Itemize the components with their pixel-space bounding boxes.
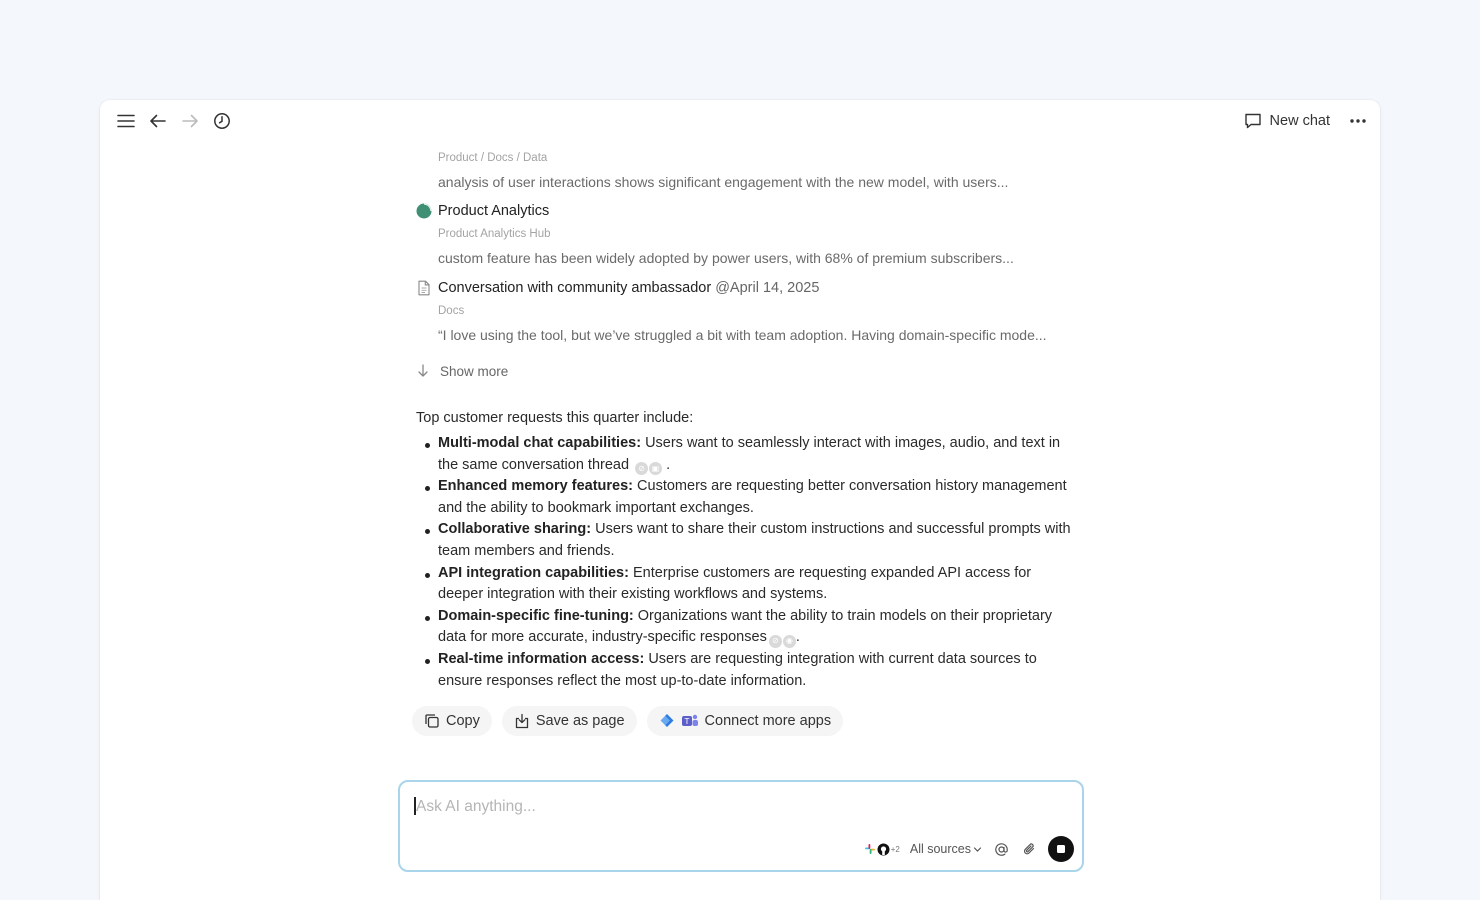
item-text: Users want to seamlessly interact with images, audio, and text in the same conversation thread bbox=[438, 435, 1061, 473]
save-as-page-button[interactable] bbox=[502, 706, 637, 736]
copy-button[interactable] bbox=[412, 706, 492, 736]
paperclip-icon[interactable] bbox=[1020, 840, 1038, 858]
arrow-down-icon bbox=[416, 364, 430, 378]
toolbar-right bbox=[1238, 110, 1370, 132]
connect-more-apps-label: Connect more apps bbox=[704, 713, 832, 730]
app-window bbox=[100, 100, 1380, 900]
reference-title: Product Analytics bbox=[438, 203, 550, 219]
chat-composer bbox=[398, 780, 1084, 872]
citation-github-icon[interactable]: ◉ bbox=[783, 635, 796, 648]
item-heading: Collaborative sharing: bbox=[438, 521, 592, 538]
all-sources-dropdown[interactable] bbox=[910, 842, 982, 856]
forward-arrow-icon[interactable] bbox=[176, 110, 204, 132]
list-item bbox=[438, 649, 1096, 692]
citation-badges bbox=[769, 635, 796, 648]
history-clock-icon[interactable] bbox=[208, 110, 236, 132]
list-item bbox=[438, 476, 1096, 519]
list-item bbox=[438, 433, 1096, 476]
teams-icon bbox=[681, 713, 699, 729]
answer-list bbox=[416, 433, 1096, 692]
list-item bbox=[438, 563, 1096, 606]
item-heading: Domain-specific fine-tuning: bbox=[438, 607, 634, 624]
item-text: Customers are requesting better conversation history management and the ability to bookmark important exchanges. bbox=[438, 478, 1067, 516]
reference-item[interactable] bbox=[416, 277, 1096, 345]
composer-tools bbox=[864, 836, 1074, 862]
more-options-icon[interactable] bbox=[1346, 110, 1370, 132]
reference-item[interactable] bbox=[416, 150, 1096, 192]
reference-path: Docs bbox=[438, 305, 465, 317]
new-chat-button[interactable] bbox=[1238, 110, 1336, 132]
item-text: Users are requesting integration with current data sources to ensure responses reflect the most up-to-date information. bbox=[438, 650, 1037, 689]
ask-ai-input[interactable] bbox=[414, 794, 1018, 820]
menu-icon[interactable] bbox=[112, 110, 140, 132]
stop-icon bbox=[1057, 845, 1065, 853]
new-chat-label: New chat bbox=[1269, 113, 1330, 129]
sources-extra-count: +2 bbox=[890, 844, 900, 854]
citation-link-icon[interactable]: ⊘ bbox=[635, 462, 648, 475]
list-item bbox=[438, 519, 1096, 562]
item-text: Enterprise customers are requesting expanded API access for deeper integration with their existing workflows and systems. bbox=[438, 564, 1032, 603]
connect-more-apps-button[interactable] bbox=[647, 706, 844, 736]
reference-title: Conversation with community ambassador bbox=[438, 280, 712, 296]
reference-snippet: “I love using the tool, but we’ve struggled a bit with team adoption. Having domain-specific mode... bbox=[438, 327, 1047, 343]
item-heading: Enhanced memory features: bbox=[438, 478, 634, 495]
item-end: . bbox=[795, 629, 800, 646]
reference-path: Product Analytics Hub bbox=[438, 228, 551, 240]
item-text: Users want to share their custom instructions and successful prompts with team members and friends. bbox=[438, 521, 1071, 559]
answer-intro: Top customer requests this quarter include: bbox=[416, 410, 694, 426]
copy-icon bbox=[424, 713, 440, 729]
reference-date: @April 14, 2025 bbox=[715, 280, 820, 296]
citation-doc-icon[interactable]: ▣ bbox=[649, 462, 662, 475]
reference-snippet: analysis of user interactions shows significant engagement with the new model, with users... bbox=[438, 174, 1009, 190]
svg-text:T: T bbox=[684, 717, 689, 727]
back-arrow-icon[interactable] bbox=[144, 110, 172, 132]
pie-chart-icon bbox=[416, 203, 432, 219]
citation-badges bbox=[635, 462, 662, 475]
item-heading: API integration capabilities: bbox=[438, 564, 629, 581]
toolbar-left bbox=[112, 110, 236, 132]
show-more-label: Show more bbox=[440, 363, 509, 379]
chat-content bbox=[416, 148, 1096, 736]
list-item bbox=[438, 606, 1096, 649]
jira-icon bbox=[659, 713, 675, 729]
all-sources-label: All sources bbox=[909, 842, 971, 856]
reference-path: Product / Docs / Data bbox=[438, 152, 548, 164]
show-more-button[interactable] bbox=[416, 361, 1096, 381]
save-as-page-label: Save as page bbox=[535, 713, 625, 730]
copy-label: Copy bbox=[446, 713, 480, 730]
reference-snippet: custom feature has been widely adopted by power users, with 68% of premium subscribers... bbox=[438, 250, 1014, 266]
sources-icons[interactable] bbox=[864, 843, 900, 856]
slack-icon bbox=[864, 843, 876, 855]
assistant-answer bbox=[416, 407, 1096, 692]
mention-at-icon[interactable] bbox=[992, 840, 1010, 858]
stop-generating-button[interactable] bbox=[1048, 836, 1074, 862]
save-download-icon bbox=[514, 713, 530, 729]
document-icon bbox=[416, 280, 432, 296]
item-text: Organizations want the ability to train models on their proprietary data for more accurate, industry-specific responses bbox=[438, 607, 1053, 646]
github-icon bbox=[877, 843, 890, 856]
item-heading: Real-time information access: bbox=[438, 650, 645, 667]
citation-link-icon[interactable]: ⊘ bbox=[769, 635, 782, 648]
reference-item[interactable] bbox=[416, 200, 1096, 268]
chat-bubble-icon bbox=[1244, 112, 1262, 130]
item-end: . bbox=[662, 456, 671, 473]
chevron-down-icon bbox=[973, 845, 982, 854]
item-heading: Multi-modal chat capabilities: bbox=[438, 435, 642, 451]
answer-actions bbox=[412, 706, 1096, 736]
